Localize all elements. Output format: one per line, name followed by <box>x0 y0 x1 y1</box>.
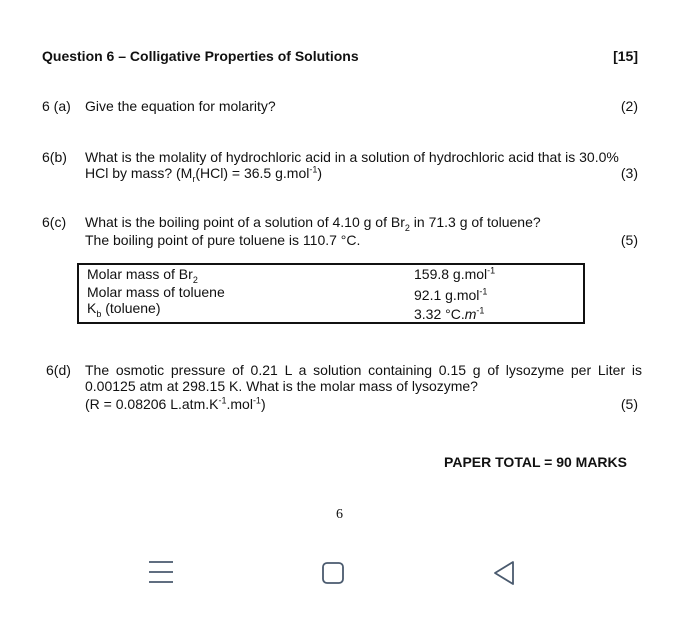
q6d-number: 6(d) <box>46 362 71 378</box>
home-icon <box>320 558 348 590</box>
q6b-line1: What is the molality of hydrochloric acid in a solution of hydrochloric acid that is 30.0% <box>85 149 619 165</box>
table-label: Molar mass of $Br_2$ <box>87 266 198 285</box>
table-value: 92.1 g.mol$^{-1}$ <box>414 286 488 303</box>
q6a-marks: (2) <box>620 98 638 114</box>
data-table <box>77 263 585 324</box>
recent-apps-icon <box>146 558 176 590</box>
table-row <box>79 266 583 284</box>
table-value: 3.32 $^\circ C.m^{-1}$ <box>414 305 485 322</box>
table-row <box>79 300 583 322</box>
back-button[interactable] <box>491 558 519 590</box>
q6c-line1: What is the boiling point of a solution of 4.10 g of $Br_2$ in 71.3 g of toluene? <box>85 214 541 233</box>
q6b-marks: (3) <box>620 165 638 181</box>
table-label: Molar mass of toluene <box>87 284 225 300</box>
q6a-text: Give the equation for molarity? <box>85 98 276 114</box>
q6c-marks: (5) <box>620 232 638 248</box>
question-title: Question 6 – Colligative Properties of Solutions <box>42 48 359 64</box>
table-label: $K_b$ (toluene) <box>87 300 161 319</box>
q6d-line3: (R = 0.08206 $L.atm.K^{-1}.mol^{-1}$) <box>85 395 266 412</box>
table-value: 159.8 g.mol$^{-1}$ <box>414 265 496 282</box>
question-total-marks: [15] <box>613 48 638 64</box>
q6c-number: 6(c) <box>42 214 67 230</box>
page-number: 6 <box>336 507 343 522</box>
q6d-line2: 0.00125 atm at 298.15 K. What is the molar mass of lysozyme? <box>85 378 478 394</box>
recent-apps-button[interactable] <box>146 558 176 590</box>
paper-total: PAPER TOTAL = 90 MARKS <box>444 454 627 470</box>
q6b-number: 6(b) <box>42 149 67 165</box>
q6d-marks: (5) <box>620 396 638 412</box>
back-icon <box>491 558 519 590</box>
q6b-line2: HCl by mass? ($M_r(HCl) = 36.5$ g.mol$^{-1}$) <box>85 164 323 184</box>
q6c-line2: The boiling point of pure toluene is 110.7 °C. <box>85 232 361 248</box>
q6a-number: 6 (a) <box>42 98 71 114</box>
q6d-line1: The osmotic pressure of 0.21 L a solution containing 0.15 g of lysozyme per Liter is <box>85 362 642 378</box>
home-button[interactable] <box>320 558 348 590</box>
